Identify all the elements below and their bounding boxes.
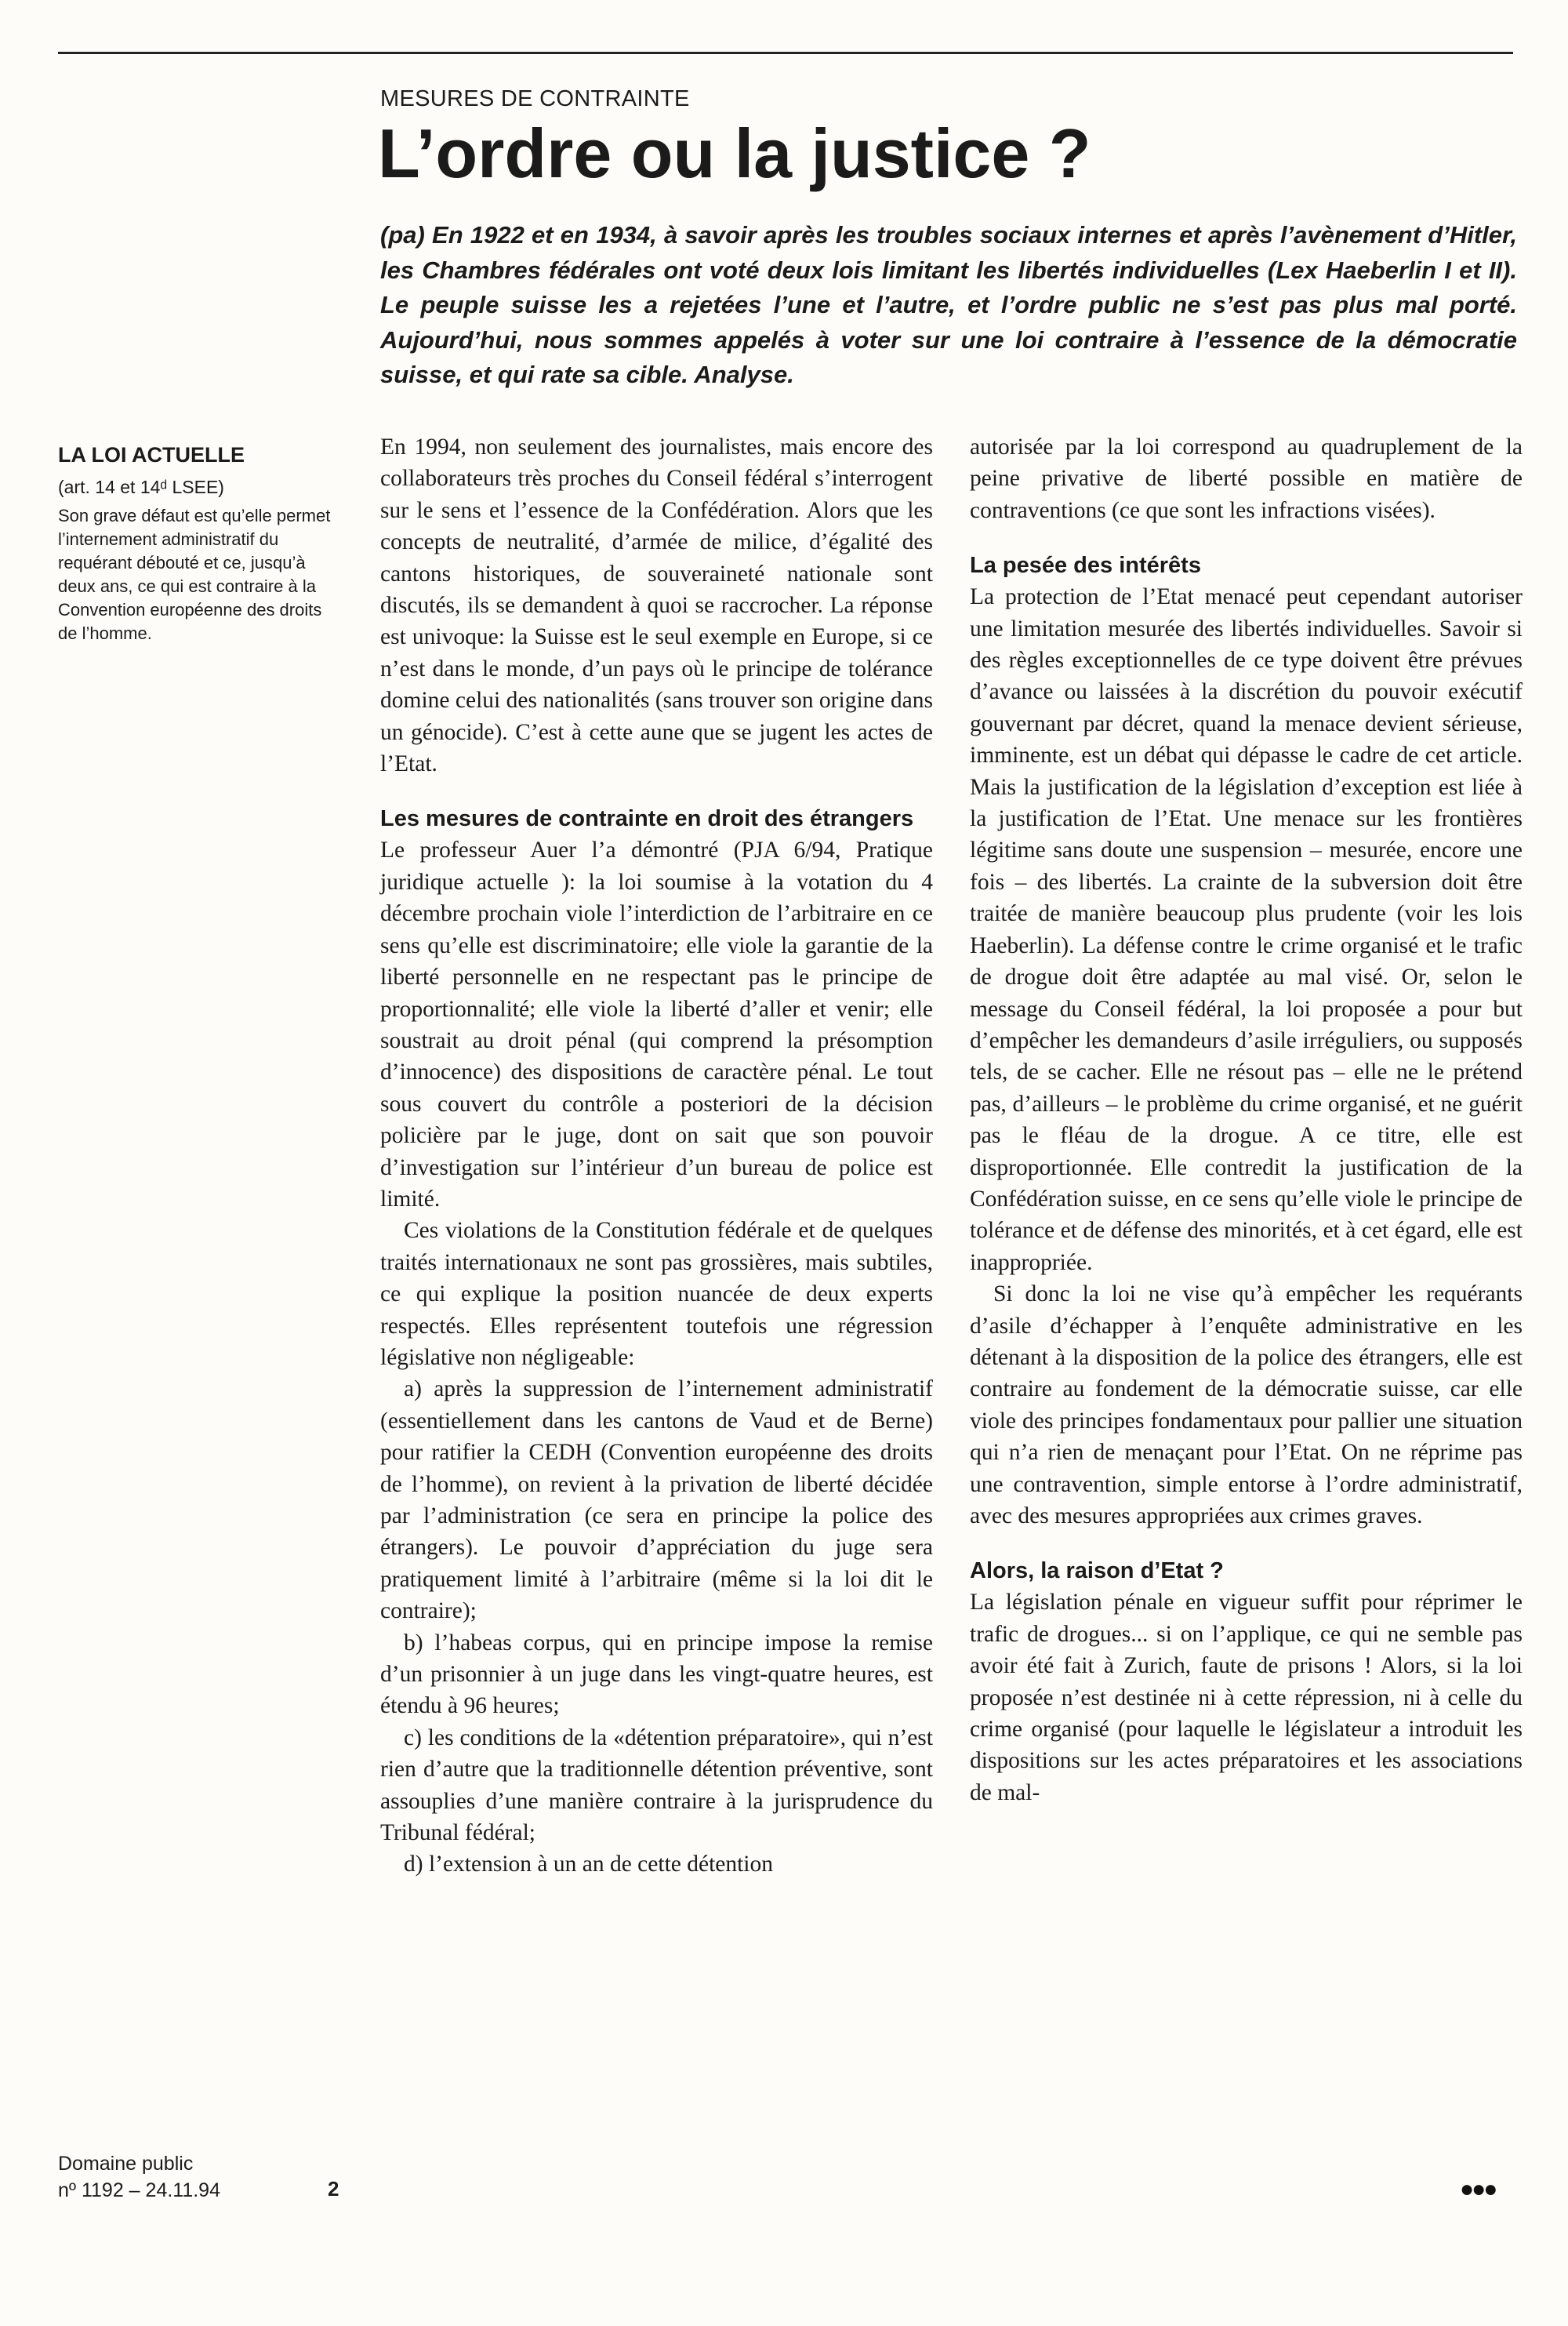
paragraph: En 1994, non seulement des journalistes, mais encore des collaborateurs très proches du Conseil fédéral s’interrogent sur le sens et l’essence de la Confédération. Alors que les concepts de neutralité, d’armée de milice, d’égalité des cantons historiques, de souveraineté nationale sont discutés, ils se demandent à quoi se raccrocher. La réponse est univoque: la Suisse est le seul exemple en Europe, si ce n’est dans le monde, d’un pays où le principe de tolérance domine celui des nationalités (sans trouver son origine dans un génocide). C’est à cette aune que se jugent les actes de l’Etat.: [380, 434, 933, 777]
paragraph: Ces violations de la Constitution fédérale et de quelques traités internationaux ne sont pas grossières, mais subtiles, ce qui explique la position nuancée de deux experts respectés. Elles représentent toutefois une régression législative non négligeable:: [380, 1218, 933, 1370]
sidebar-note: [58, 443, 340, 645]
article-title: L’ordre ou la justice ?: [378, 114, 1091, 192]
paragraph: Le professeur Auer l’a démontré (PJA 6/94, Pratique juridique actuelle ): la loi soumise à la votation du 4 décembre prochain viole l’interdiction de l’arbitraire en ce sens qu’elle est discriminatoire; elle viole la garantie de la liberté personnelle en ne respectant pas le principe de proportionnalité; elle viole la liberté d’aller et venir; elle soustrait au droit pénal (qui comprend la présomption d’innocence) des dispositions de caractère pénal. Le tout sous couvert du contrôle a posteriori de la décision policière par le juge, dont on sait que son pouvoir d’investigation sur l’intérieur d’un bureau de police est limité.: [380, 838, 933, 1212]
issue-info: nº 1192 – 24.11.94: [58, 2179, 220, 2201]
footer-publication: [58, 2150, 220, 2204]
subheading: Alors, la raison d’Etat ?: [970, 1558, 1224, 1584]
subheading: La pesée des intérêts: [970, 553, 1201, 579]
page-number: 2: [328, 2177, 339, 2201]
sidebar-reference: (art. 14 et 14ᵈ LSEE): [58, 477, 224, 497]
sidebar-text: Son grave défaut est qu’elle permet l’internement administratif du requérant débouté et ce, jusqu’à deux ans, ce qui est contraire à la Convention européenne des droits de l’homme.: [58, 506, 331, 643]
subheading: Les mesures de contrainte en droit des étrangers: [380, 806, 914, 832]
publication-name: Domaine public: [58, 2153, 194, 2175]
paragraph: c) les conditions de la «détention préparatoire», qui n’est rien d’autre que la traditionnelle détention préventive, sont assouplies d’une manière contraire à la jurisprudence du Tribunal fédéral;: [380, 1725, 933, 1846]
continuation-dots: ●●●: [1460, 2176, 1496, 2202]
paragraph: Si donc la loi ne vise qu’à empêcher les requérants d’asile d’échapper à l’enquête administrative en les détenant à la disposition de la police des étrangers, elle est contraire au fondement de la démocratie suisse, car elle viole des principes fondamentaux pour pallier une situation qui n’a rien de menaçant pour l’Etat. On ne réprime pas une contravention, simple entorse à l’ordre administratif, avec des mesures appropriées aux crimes graves.: [970, 1281, 1523, 1528]
article-column-2: [970, 431, 1523, 1808]
article-lead: (pa) En 1922 et en 1934, à savoir après les troubles sociaux internes et après l’avènement d’Hitler, les Chambres fédérales ont voté deux lois limitant les libertés individuelles (Lex Haeberlin I et II). Le peuple suisse les a rejetées l’une et l’autre, et l’ordre public ne s’est pas plus mal porté. Aujourd’hui, nous sommes appelés à voter sur une loi contraire à l’essence de la démocratie suisse, et qui rate sa cible. Analyse.: [380, 221, 1517, 388]
article-column-1: [380, 431, 933, 1881]
sidebar-title: LA LOI ACTUELLE: [58, 443, 245, 467]
paragraph: d) l’extension à un an de cette détention: [404, 1852, 774, 1877]
paragraph: autorisée par la loi correspond au quadruplement de la peine privative de liberté possible en matière de contraventions (ce que sont les infractions visées).: [970, 434, 1523, 523]
paragraph: b) l’habeas corpus, qui en principe impose la remise d’un prisonnier à un juge dans les vingt-quatre heures, est étendu à 96 heures;: [380, 1630, 933, 1719]
paragraph: La protection de l’Etat menacé peut cependant autoriser une limitation mesurée des libertés individuelles. Savoir si des règles exceptionnelles de ce type doivent être prévues d’avance ou laissées à la discrétion du pouvoir exécutif gouvernant par décret, quand la menace devient sérieuse, imminente, est un débat qui dépasse le cadre de cet article. Mais la justification de la législation d’exception est liée à la justification de l’Etat. Une menace sur les frontières légitime sans doute une suspension – mesurée, encore une fois – des libertés. La crainte de la subversion doit être traitée de manière beaucoup plus prudente (voir les lois Haeberlin). La défense contre le crime organisé et le trafic de drogue doit être adaptée au mal visé. Or, selon le message du Conseil fédéral, la loi proposée a pour but d’empêcher les demandeurs d’asile irréguliers, ou supposés tels, de se cacher. Elle ne résout pas – elle ne le prétend pas, d’ailleurs – le problème du crime organisé, et ne guérit pas le fléau de la drogue. A ce titre, elle est disproportionnée. Elle contredit la justification de la Confédération suisse, en ce sens qu’elle viole le principe de tolérance et de défense des minorités, et à cet égard, elle est inappropriée.: [970, 584, 1523, 1275]
paragraph: a) après la suppression de l’internement administratif (essentiellement dans les cantons de Vaud et de Berne) pour ratifier la CEDH (Convention européenne des droits de l’homme), on revient à la privation de liberté décidée par l’administration (ce sera en principe la police des étrangers). Le pouvoir d’appréciation du juge sera pratiquement limité à l’arbitraire (même si la loi dit le contraire);: [380, 1376, 933, 1624]
top-rule: [58, 52, 1513, 54]
section-kicker: MESURES DE CONTRAINTE: [380, 86, 690, 111]
paragraph: La législation pénale en vigueur suffit pour réprimer le trafic de drogues... si on l’applique, ce qui ne semble pas avoir été fait à Zurich, faute de prisons ! Alors, si la loi proposée n’est destinée ni à cette répression, ni à celle du crime organisé (pour laquelle le législateur a introduit les dispositions sur les actes préparatoires et les associations de mal-: [970, 1590, 1523, 1805]
